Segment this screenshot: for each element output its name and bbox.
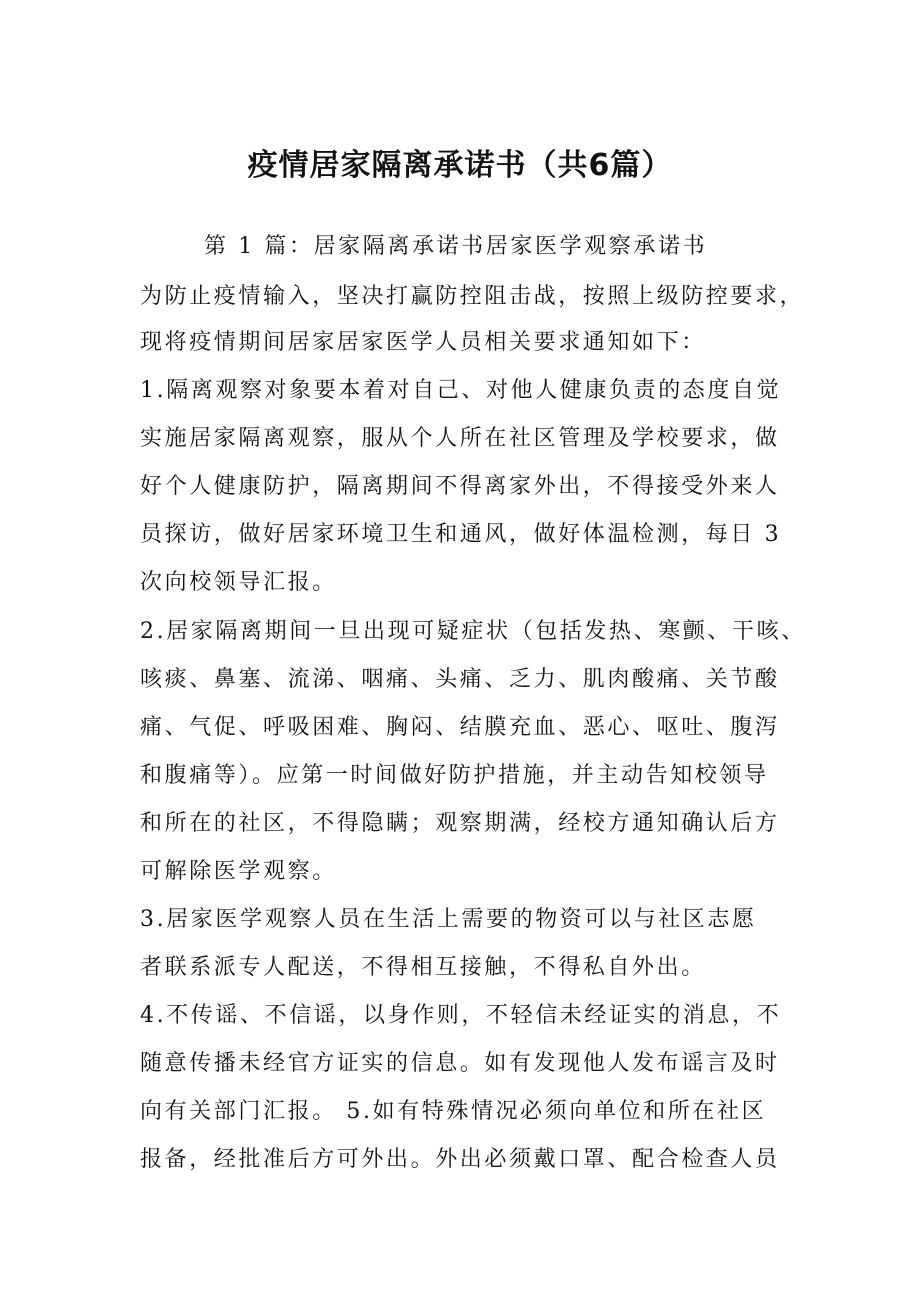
paragraph-line: 可解除医学观察。 — [140, 859, 337, 884]
paragraph-line: 痛、气促、呼吸困难、胸闷、结膜充血、恶心、呕吐、腹泻 — [140, 715, 780, 740]
paragraph-line: 现将疫情期间居家居家医学人员相关要求通知如下： — [140, 330, 706, 355]
paragraph-line: 次向校领导汇报。 — [140, 570, 337, 595]
paragraph-line: 和所在的社区，不得隐瞒；观察期满，经校方通知确认后方 — [140, 811, 780, 836]
paragraph-line: 员探访，做好居家环境卫生和通风，做好体温检测，每日 3 — [140, 522, 782, 547]
paragraph-line: 向有关部门汇报。 5.如有特殊情况必须向单位和所在社区 — [140, 1099, 767, 1124]
paragraph-line: 4.不传谣、不信谣，以身作则，不轻信未经证实的消息，不 — [140, 1003, 782, 1028]
paragraph-line: 随意传播未经官方证实的信息。如有发现他人发布谣言及时 — [140, 1051, 780, 1076]
paragraph-line: 1.隔离观察对象要本着对自己、对他人健康负责的态度自觉 — [140, 378, 782, 403]
paragraph-line: 好个人健康防护，隔离期间不得离家外出，不得接受外来人 — [140, 474, 780, 499]
paragraph-line: 为防止疫情输入，坚决打赢防控阻击战，按照上级防控要求， — [140, 284, 805, 309]
paragraph-line: 2.居家隔离期间一旦出现可疑症状（包括发热、寒颤、干咳、 — [140, 619, 806, 644]
paragraph-line: 咳痰、鼻塞、流涕、咽痛、头痛、乏力、肌肉酸痛、关节酸 — [140, 667, 780, 692]
section-heading: 第 1 篇：居家隔离承诺书居家医学观察承诺书 — [204, 234, 708, 259]
paragraph-line: 实施居家隔离观察，服从个人所在社区管理及学校要求，做 — [140, 426, 780, 451]
document-title: 疫情居家隔离承诺书（共6篇） — [247, 148, 673, 183]
paragraph-line: 报备，经批准后方可外出。外出必须戴口罩、配合检查人员 — [140, 1147, 780, 1172]
paragraph-line: 3.居家医学观察人员在生活上需要的物资可以与社区志愿 — [140, 907, 757, 932]
paragraph-line: 者联系派专人配送，不得相互接触，不得私自外出。 — [140, 955, 706, 980]
paragraph-line: 和腹痛等）。应第一时间做好防护措施，并主动告知校领导 — [140, 763, 769, 788]
